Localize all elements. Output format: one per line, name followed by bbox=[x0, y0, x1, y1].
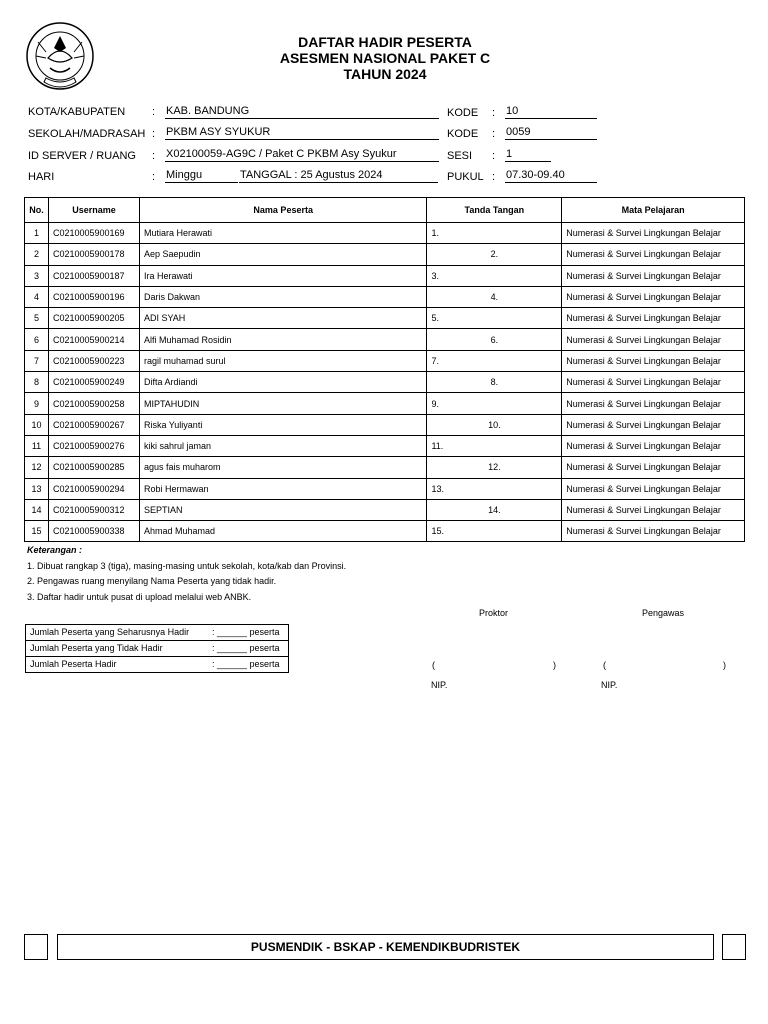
sekolah-value: PKBM ASY SYUKUR bbox=[165, 126, 439, 140]
header-nama: Nama Peserta bbox=[139, 198, 427, 223]
colon: : bbox=[492, 128, 496, 140]
cell-username: C0210005900276 bbox=[48, 435, 139, 456]
table-row bbox=[25, 499, 745, 520]
pengawas-paren-open: ( bbox=[603, 660, 606, 670]
footer-right-box bbox=[722, 934, 746, 960]
cell-no: 14 bbox=[25, 499, 49, 520]
sesi-value: 1 bbox=[505, 148, 551, 162]
cell-nama: Difta Ardiandi bbox=[139, 372, 427, 393]
server-value: X02100059-AG9C / Paket C PKBM Asy Syukur bbox=[165, 148, 439, 162]
cell-ttd: 5. bbox=[427, 308, 562, 329]
proktor-paren-close: ) bbox=[553, 660, 556, 670]
cell-nama: Robi Hermawan bbox=[139, 478, 427, 499]
cell-ttd: 6. bbox=[427, 329, 562, 350]
cell-username: C0210005900312 bbox=[48, 499, 139, 520]
table-row bbox=[25, 521, 745, 542]
cell-username: C0210005900285 bbox=[48, 457, 139, 478]
note-item: 2. Pengawas ruang menyilang Nama Peserta yang tidak hadir. bbox=[27, 576, 277, 586]
tut-wuri-handayani-logo bbox=[24, 22, 96, 94]
server-label: ID SERVER / RUANG bbox=[28, 150, 136, 162]
cell-mapel: Numerasi & Survei Lingkungan Belajar bbox=[562, 521, 745, 542]
cell-username: C0210005900267 bbox=[48, 414, 139, 435]
cell-ttd: 1. bbox=[427, 223, 562, 244]
summary-row bbox=[26, 657, 288, 672]
proktor-nip: NIP. bbox=[431, 680, 448, 690]
table-row bbox=[25, 414, 745, 435]
kota-label: KOTA/KABUPATEN bbox=[28, 106, 126, 118]
cell-no: 1 bbox=[25, 223, 49, 244]
title-line-3: TAHUN 2024 bbox=[343, 66, 427, 82]
cell-nama: Ahmad Muhamad bbox=[139, 521, 427, 542]
cell-nama: SEPTIAN bbox=[139, 499, 427, 520]
pukul-label: PUKUL bbox=[447, 171, 484, 183]
cell-no: 12 bbox=[25, 457, 49, 478]
cell-username: C0210005900249 bbox=[48, 372, 139, 393]
notes-title: Keterangan : bbox=[27, 545, 83, 555]
table-row bbox=[25, 372, 745, 393]
cell-mapel: Numerasi & Survei Lingkungan Belajar bbox=[562, 393, 745, 414]
cell-ttd: 10. bbox=[427, 414, 562, 435]
cell-mapel: Numerasi & Survei Lingkungan Belajar bbox=[562, 350, 745, 371]
footer-left-box bbox=[24, 934, 48, 960]
cell-ttd: 13. bbox=[427, 478, 562, 499]
cell-mapel: Numerasi & Survei Lingkungan Belajar bbox=[562, 457, 745, 478]
cell-ttd: 8. bbox=[427, 372, 562, 393]
cell-nama: ADI SYAH bbox=[139, 308, 427, 329]
colon: : bbox=[152, 150, 156, 162]
table-row bbox=[25, 286, 745, 307]
cell-username: C0210005900294 bbox=[48, 478, 139, 499]
cell-nama: MIPTAHUDIN bbox=[139, 393, 427, 414]
table-row bbox=[25, 350, 745, 371]
table-row bbox=[25, 223, 745, 244]
cell-no: 8 bbox=[25, 372, 49, 393]
cell-mapel: Numerasi & Survei Lingkungan Belajar bbox=[562, 223, 745, 244]
cell-username: C0210005900205 bbox=[48, 308, 139, 329]
kode1-label: KODE bbox=[447, 107, 479, 119]
cell-username: C0210005900196 bbox=[48, 286, 139, 307]
cell-nama: agus fais muharom bbox=[139, 457, 427, 478]
kode1-value: 10 bbox=[505, 105, 597, 119]
cell-no: 13 bbox=[25, 478, 49, 499]
pukul-value: 07.30-09.40 bbox=[505, 169, 597, 183]
table-row bbox=[25, 308, 745, 329]
cell-nama: Aep Saepudin bbox=[139, 244, 427, 265]
table-row bbox=[25, 435, 745, 456]
cell-no: 15 bbox=[25, 521, 49, 542]
cell-ttd: 7. bbox=[427, 350, 562, 371]
cell-mapel: Numerasi & Survei Lingkungan Belajar bbox=[562, 414, 745, 435]
cell-nama: Alfi Muhamad Rosidin bbox=[139, 329, 427, 350]
summary-blank: : ______ peserta bbox=[212, 659, 280, 669]
kode2-label: KODE bbox=[447, 128, 479, 140]
cell-mapel: Numerasi & Survei Lingkungan Belajar bbox=[562, 244, 745, 265]
pengawas-nip: NIP. bbox=[601, 680, 618, 690]
sekolah-label: SEKOLAH/MADRASAH bbox=[28, 128, 146, 140]
cell-no: 9 bbox=[25, 393, 49, 414]
cell-mapel: Numerasi & Survei Lingkungan Belajar bbox=[562, 308, 745, 329]
cell-nama: kiki sahrul jaman bbox=[139, 435, 427, 456]
cell-no: 11 bbox=[25, 435, 49, 456]
cell-ttd: 12. bbox=[427, 457, 562, 478]
attendance-table bbox=[24, 197, 745, 542]
cell-mapel: Numerasi & Survei Lingkungan Belajar bbox=[562, 286, 745, 307]
cell-mapel: Numerasi & Survei Lingkungan Belajar bbox=[562, 372, 745, 393]
cell-username: C0210005900214 bbox=[48, 329, 139, 350]
header-ttd: Tanda Tangan bbox=[427, 198, 562, 223]
note-item: 1. Dibuat rangkap 3 (tiga), masing-masing untuk sekolah, kota/kab dan Provinsi. bbox=[27, 561, 347, 571]
cell-mapel: Numerasi & Survei Lingkungan Belajar bbox=[562, 499, 745, 520]
proktor-label: Proktor bbox=[479, 608, 509, 618]
table-row bbox=[25, 478, 745, 499]
cell-username: C0210005900178 bbox=[48, 244, 139, 265]
cell-mapel: Numerasi & Survei Lingkungan Belajar bbox=[562, 265, 745, 286]
footer-title: PUSMENDIK - BSKAP - KEMENDIKBUDRISTEK bbox=[57, 934, 714, 960]
cell-username: C0210005900338 bbox=[48, 521, 139, 542]
cell-no: 3 bbox=[25, 265, 49, 286]
colon: : bbox=[152, 106, 156, 118]
cell-no: 10 bbox=[25, 414, 49, 435]
kode2-value: 0059 bbox=[505, 126, 597, 140]
cell-username: C0210005900223 bbox=[48, 350, 139, 371]
hari-value: Minggu bbox=[165, 169, 238, 183]
header-mapel: Mata Pelajaran bbox=[562, 198, 745, 223]
kota-value: KAB. BANDUNG bbox=[165, 105, 439, 119]
cell-ttd: 2. bbox=[427, 244, 562, 265]
summary-blank: : ______ peserta bbox=[212, 627, 280, 637]
cell-nama: ragil muhamad surul bbox=[139, 350, 427, 371]
table-row bbox=[25, 329, 745, 350]
summary-label: Jumlah Peserta yang Tidak Hadir bbox=[30, 643, 163, 653]
cell-username: C0210005900187 bbox=[48, 265, 139, 286]
cell-username: C0210005900169 bbox=[48, 223, 139, 244]
cell-nama: Ira Herawati bbox=[139, 265, 427, 286]
cell-no: 2 bbox=[25, 244, 49, 265]
cell-ttd: 3. bbox=[427, 265, 562, 286]
note-item: 3. Daftar hadir untuk pusat di upload melalui web ANBK. bbox=[27, 592, 252, 602]
cell-ttd: 11. bbox=[427, 435, 562, 456]
summary-row bbox=[26, 641, 288, 657]
cell-no: 6 bbox=[25, 329, 49, 350]
pengawas-paren-close: ) bbox=[723, 660, 726, 670]
cell-mapel: Numerasi & Survei Lingkungan Belajar bbox=[562, 435, 745, 456]
cell-username: C0210005900258 bbox=[48, 393, 139, 414]
summary-row bbox=[26, 625, 288, 641]
cell-no: 7 bbox=[25, 350, 49, 371]
cell-nama: Riska Yuliyanti bbox=[139, 414, 427, 435]
colon: : bbox=[492, 107, 496, 119]
title-line-1: DAFTAR HADIR PESERTA bbox=[298, 34, 472, 50]
cell-mapel: Numerasi & Survei Lingkungan Belajar bbox=[562, 329, 745, 350]
proktor-paren-open: ( bbox=[432, 660, 435, 670]
cell-ttd: 15. bbox=[427, 521, 562, 542]
cell-ttd: 4. bbox=[427, 286, 562, 307]
summary-blank: : ______ peserta bbox=[212, 643, 280, 653]
summary-box bbox=[25, 624, 289, 673]
hari-label: HARI bbox=[28, 171, 55, 183]
colon: : bbox=[152, 128, 156, 140]
cell-ttd: 14. bbox=[427, 499, 562, 520]
cell-mapel: Numerasi & Survei Lingkungan Belajar bbox=[562, 478, 745, 499]
colon: : bbox=[152, 171, 156, 183]
table-row bbox=[25, 244, 745, 265]
table-row bbox=[25, 393, 745, 414]
table-header-row bbox=[25, 198, 745, 223]
tanggal-value: TANGGAL : 25 Agustus 2024 bbox=[239, 169, 438, 183]
cell-nama: Mutiara Herawati bbox=[139, 223, 427, 244]
header-no: No. bbox=[25, 198, 49, 223]
cell-no: 5 bbox=[25, 308, 49, 329]
cell-no: 4 bbox=[25, 286, 49, 307]
table-row bbox=[25, 457, 745, 478]
table-row bbox=[25, 265, 745, 286]
title-line-2: ASESMEN NASIONAL PAKET C bbox=[279, 50, 491, 66]
pengawas-label: Pengawas bbox=[642, 608, 685, 618]
cell-nama: Daris Dakwan bbox=[139, 286, 427, 307]
colon: : bbox=[492, 150, 496, 162]
header-username: Username bbox=[48, 198, 139, 223]
summary-label: Jumlah Peserta yang Seharusnya Hadir bbox=[30, 627, 190, 637]
colon: : bbox=[492, 171, 496, 183]
summary-label: Jumlah Peserta Hadir bbox=[30, 659, 117, 669]
cell-ttd: 9. bbox=[427, 393, 562, 414]
sesi-label: SESI bbox=[447, 150, 473, 162]
